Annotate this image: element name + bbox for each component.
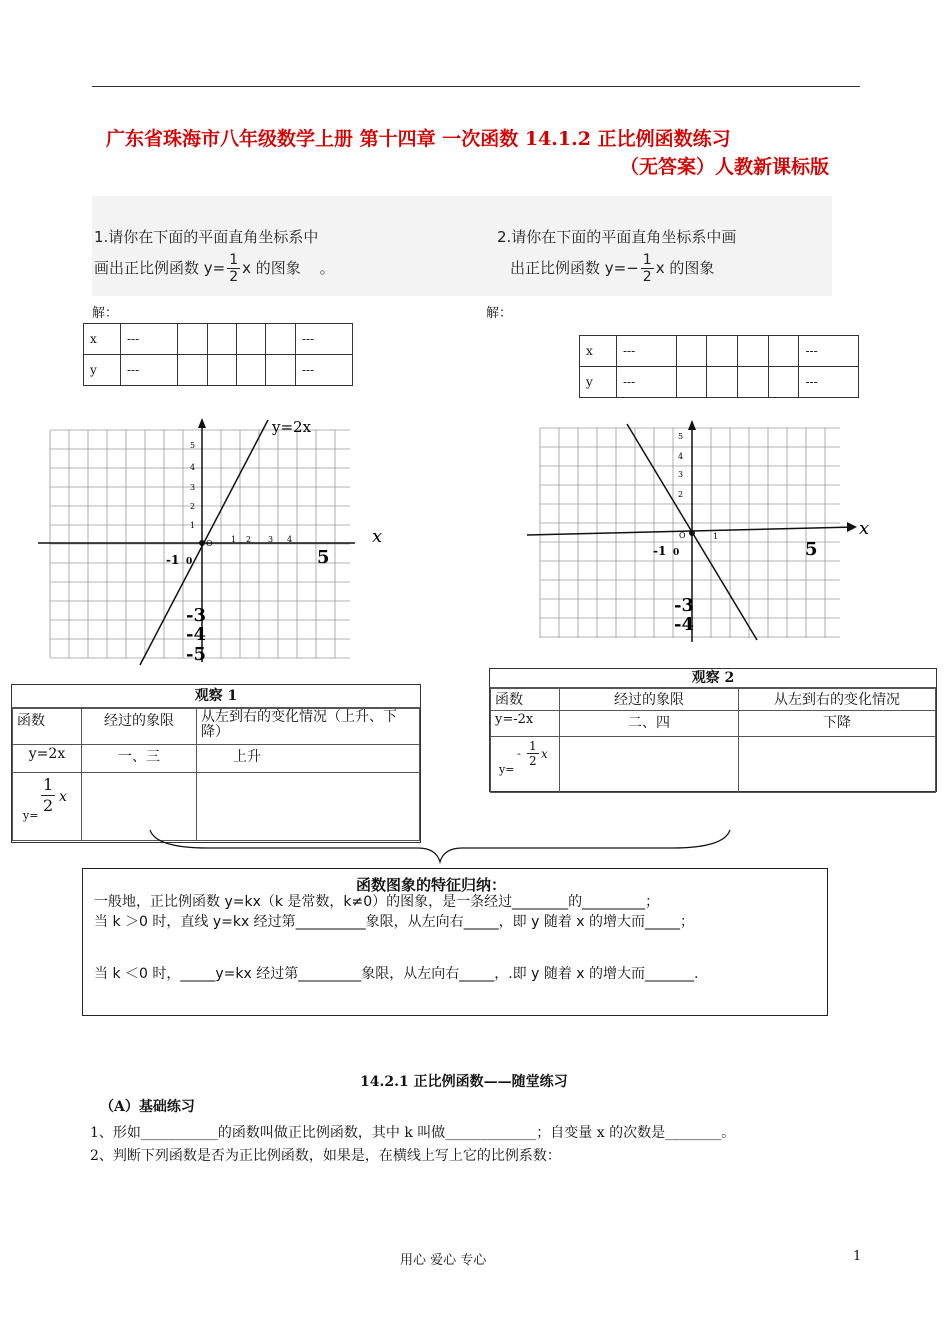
table-cell: --- <box>799 367 859 398</box>
table-cell: --- <box>799 336 859 367</box>
question1-text-pre: 画出正比例函数 y= <box>94 259 226 277</box>
subsection-a: （A）基础练习 <box>100 1099 195 1115</box>
document-title-line1: 广东省珠海市八年级数学上册 第十四章 一次函数 14.1.2 正比例函数练习 <box>106 128 731 150</box>
practice-item-1: 1、形如___________的函数叫做正比例函数，其中 k 叫做_____________；自变量 x 的次数是________。 <box>90 1125 736 1141</box>
table-cell[interactable] <box>236 355 265 386</box>
obs2-cell: 下降 <box>739 711 936 737</box>
table-cell[interactable] <box>707 367 738 398</box>
question2-line1: 2.请你在下面的平面直角坐标系中画 <box>497 228 737 246</box>
table-cell[interactable] <box>178 355 207 386</box>
table-cell: --- <box>617 336 677 367</box>
x-axis-arrow-icon <box>847 522 857 532</box>
five-label: 5 <box>317 547 330 568</box>
y-tick: 5 <box>678 432 684 441</box>
neg-label: -5 <box>186 644 206 665</box>
obs2-header: 从左到右的变化情况 <box>739 689 936 711</box>
neg-one-label: -1 <box>653 544 667 558</box>
obs2-function-neg-half-x: y= - $\frac{1}{2}$ x <box>491 737 560 793</box>
x-axis-label: x <box>859 518 870 539</box>
table-cell[interactable] <box>707 336 738 367</box>
neg-label: -3 <box>186 605 206 626</box>
fraction-one-half: $\frac{1}{2}$ <box>229 252 239 285</box>
fraction-one-half: $\frac{1}{2}$ <box>529 739 537 768</box>
summary-line3: 当 k ＜0 时，_____y=kx 经过第_________象限，从左向右_____，.即 y 随着 x 的增大而_______. <box>94 966 699 982</box>
obs1-header: 从左到右的变化情况（上升、下降） <box>197 709 420 745</box>
obs1-cell: y=2x <box>13 745 82 773</box>
y-axis-arrow-icon <box>198 418 206 428</box>
header-rule <box>92 86 860 87</box>
fraction-one-half: $\frac{1}{2}$ <box>642 252 652 285</box>
table-cell[interactable] <box>768 336 799 367</box>
page-number: 1 <box>853 1249 862 1264</box>
obs2-header: 经过的象限 <box>560 689 739 711</box>
section2-title: 14.2.1 正比例函数——随堂练习 <box>360 1074 568 1090</box>
value-table-right <box>579 335 859 398</box>
table-cell: y <box>84 355 121 386</box>
fraction-one-half: $\frac{1}{2}$ <box>43 775 54 815</box>
table-cell[interactable] <box>676 336 707 367</box>
observation1-title: 观察 1 <box>12 685 420 708</box>
table-cell: y <box>580 367 617 398</box>
observation2-title: 观察 2 <box>490 669 936 688</box>
question1-text-post: x 的图象 <box>242 259 301 277</box>
origin-label: O <box>679 531 686 540</box>
y-tick: 3 <box>190 483 196 492</box>
solve-label-left: 解： <box>92 306 119 321</box>
summary-title: 函数图象的特征归纳： <box>356 876 507 894</box>
solve-label-right: 解： <box>486 306 513 321</box>
summary-line1: 一般地，正比例函数 y=kx（k 是常数，k≠0）的图象，是一条经过________的_________； <box>94 894 660 910</box>
y-tick: 4 <box>678 452 684 461</box>
y-axis-arrow-icon <box>688 420 696 430</box>
x-tick: 4 <box>287 535 293 544</box>
table-cell: --- <box>295 355 352 386</box>
table-row-x <box>84 324 353 355</box>
obs1-header: 经过的象限 <box>82 709 197 745</box>
origin-label: O <box>206 539 213 548</box>
table-cell[interactable] <box>737 336 768 367</box>
table-cell: x <box>84 324 121 355</box>
neg-label: -4 <box>186 624 206 645</box>
footer-text: 用心 爱心 专心 <box>400 1253 487 1268</box>
x-tick: 1 <box>713 532 719 541</box>
graph-right <box>475 410 905 650</box>
question2-text-pre: 出正比例函数 y=− <box>510 259 639 277</box>
table-cell[interactable] <box>737 367 768 398</box>
zero-label: 0 <box>673 548 680 558</box>
x-axis-label: x <box>372 526 383 547</box>
obs2-answer-cell[interactable] <box>739 737 936 793</box>
table-row-x <box>580 336 859 367</box>
question1-dot: 。 <box>319 259 335 277</box>
obs2-cell: 二、四 <box>560 711 739 737</box>
value-table-left <box>83 323 353 386</box>
table-cell[interactable] <box>207 324 236 355</box>
neg-label: -3 <box>674 595 694 616</box>
neg-one-label: -1 <box>166 553 180 567</box>
question2-text-post: x 的图象 <box>655 259 715 277</box>
y-tick: 1 <box>190 521 196 530</box>
y-tick: 3 <box>678 470 684 479</box>
summary-line2: 当 k ＞0 时，直线 y=kx 经过第__________象限，从左向右_____，即 y 随着 x 的增大而_____； <box>94 914 695 930</box>
y-tick: 4 <box>190 463 196 472</box>
document-title-line2: （无答案）人教新课标版 <box>620 156 830 178</box>
obs2-header: 函数 <box>491 689 560 711</box>
five-label: 5 <box>805 539 818 560</box>
obs1-cell: 一、三 <box>82 745 197 773</box>
curly-brace <box>148 826 733 866</box>
question1-line2 <box>94 252 335 285</box>
table-cell: --- <box>295 324 352 355</box>
table-row-y <box>84 355 353 386</box>
table-cell: --- <box>617 367 677 398</box>
x-tick: 2 <box>246 535 252 544</box>
table-cell[interactable] <box>266 355 295 386</box>
neg-label: -4 <box>674 614 694 635</box>
observation-table-1 <box>11 684 421 843</box>
obs2-cell: y=-2x <box>491 711 560 737</box>
obs2-answer-cell[interactable] <box>560 737 739 793</box>
table-cell: --- <box>121 355 178 386</box>
y-tick: 2 <box>190 502 196 511</box>
x-tick: 1 <box>231 535 237 544</box>
table-cell: x <box>580 336 617 367</box>
obs1-cell: 上升 <box>197 745 420 773</box>
origin-point <box>199 540 205 546</box>
obs1-header: 函数 <box>13 709 82 745</box>
y-tick: 2 <box>678 490 684 499</box>
table-cell[interactable] <box>266 324 295 355</box>
table-cell: --- <box>121 324 178 355</box>
origin-point <box>689 530 695 536</box>
y-tick: 5 <box>190 441 196 450</box>
question2-line2 <box>510 252 714 285</box>
obs1-function-half-x: y= $\frac{1}{2}$ x <box>13 773 82 841</box>
zero-label: 0 <box>186 557 193 567</box>
observation-table-2 <box>489 668 937 792</box>
table-row-y <box>580 367 859 398</box>
table-cell[interactable] <box>178 324 207 355</box>
table-cell[interactable] <box>768 367 799 398</box>
question1-line1: 1.请你在下面的平面直角坐标系中 <box>94 228 319 246</box>
table-cell[interactable] <box>676 367 707 398</box>
line-label: y=2x <box>272 418 312 436</box>
x-tick: 3 <box>268 535 274 544</box>
table-cell[interactable] <box>236 324 265 355</box>
practice-item-2: 2、判断下列函数是否为正比例函数，如果是，在横线上写上它的比例系数： <box>90 1148 561 1164</box>
graph-left <box>0 410 475 670</box>
table-cell[interactable] <box>207 355 236 386</box>
